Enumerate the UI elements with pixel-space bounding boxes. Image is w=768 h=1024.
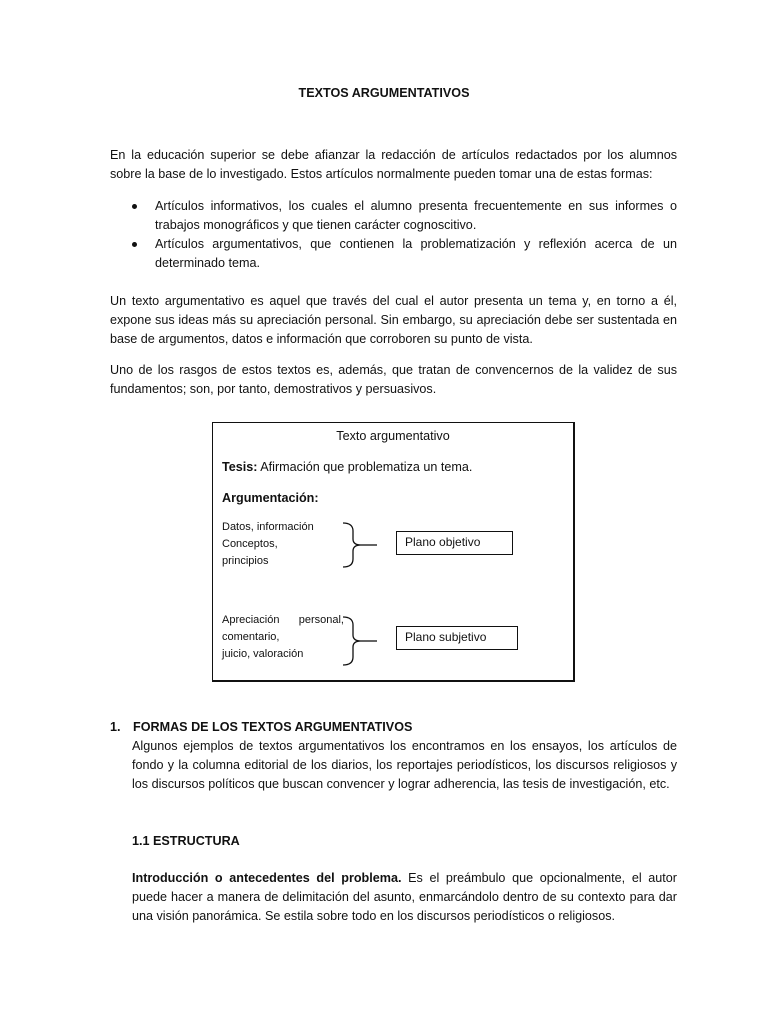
section-title: FORMAS DE LOS TEXTOS ARGUMENTATIVOS xyxy=(133,720,413,734)
subjective-item: comentario, xyxy=(222,631,280,643)
subjective-item xyxy=(222,612,344,629)
bullet-text: Artículos argumentativos, que contienen la problematización y reflexión acerca de un determinado tema. xyxy=(155,237,677,270)
objective-item: Conceptos, xyxy=(222,538,278,550)
forms-bullet-list xyxy=(110,197,677,273)
thesis-text: Afirmación que problematiza un tema. xyxy=(257,460,473,474)
diagram-thesis xyxy=(222,458,472,477)
diagram-argumentation-label: Argumentación: xyxy=(222,491,319,505)
brace-icon xyxy=(341,521,381,569)
objective-plane-box: Plano objetivo xyxy=(396,531,513,555)
diagram-title: Texto argumentativo xyxy=(336,429,450,443)
bullet-item-informative xyxy=(110,197,677,235)
bullet-dot-icon xyxy=(132,204,137,209)
intro-paragraph: En la educación superior se debe afianzar la redacción de artículos redactados por los alumnos sobre la base de lo investigado. Estos artículos normalmente pueden tomar una de estas formas: xyxy=(110,148,677,181)
features-paragraph: Uno de los rasgos de estos textos es, además, que tratan de convencernos de la validez de sus fundamentos; son, por tanto, demostrativos y persuasivos. xyxy=(110,363,677,396)
bullet-text: Artículos informativos, los cuales el alumno presenta frecuentemente en sus informes o trabajos monográficos y que tienen carácter cognoscitivo. xyxy=(155,199,677,232)
definition-paragraph: Un texto argumentativo es aquel que través del cual el autor presenta un tema y, en torno a él, expone sus ideas más su apreciación personal. Sin embargo, su apreciación debe ser sustentada en base de argumentos, datos e información que corroboren su punto de vista. xyxy=(110,294,677,346)
structure-text: Es el preámbulo que opcionalmente, el autor puede hacer a manera de delimitación del asunto, enmarcándolo dentro de su contexto para dar una visión panorámica. Se estila sobre todo en los discursos periodísticos o religiosos. xyxy=(132,871,677,923)
section-number: 1. xyxy=(110,720,121,734)
bullet-dot-icon xyxy=(132,242,137,247)
objective-item: principios xyxy=(222,555,269,567)
argumentative-diagram xyxy=(212,422,575,682)
subjective-word: personal, xyxy=(298,614,344,626)
subsection-heading: 1.1 ESTRUCTURA xyxy=(132,834,240,848)
subjective-plane-box: Plano subjetivo xyxy=(396,626,518,650)
section-body: Algunos ejemplos de textos argumentativos los encontramos en los ensayos, los artículos de fondo y la columna editorial de los diarios, los reportajes periodísticos, los discursos religiosos y los discursos políticos que buscan convencer y lograr adherencia, las tesis de investigación, etc. xyxy=(132,739,677,791)
structure-paragraph xyxy=(132,869,677,926)
document-title: TEXTOS ARGUMENTATIVOS xyxy=(298,86,470,100)
structure-lead: Introducción o antecedentes del problema. xyxy=(132,871,402,885)
bullet-item-argumentative xyxy=(110,235,677,273)
brace-icon xyxy=(341,615,381,667)
subjective-item: juicio, valoración xyxy=(222,648,304,660)
objective-item: Datos, información xyxy=(222,521,314,533)
subjective-word: Apreciación xyxy=(222,614,280,626)
subjective-elements xyxy=(222,612,344,663)
thesis-label: Tesis: xyxy=(222,460,258,474)
section-heading xyxy=(110,718,412,737)
objective-elements xyxy=(222,519,314,570)
